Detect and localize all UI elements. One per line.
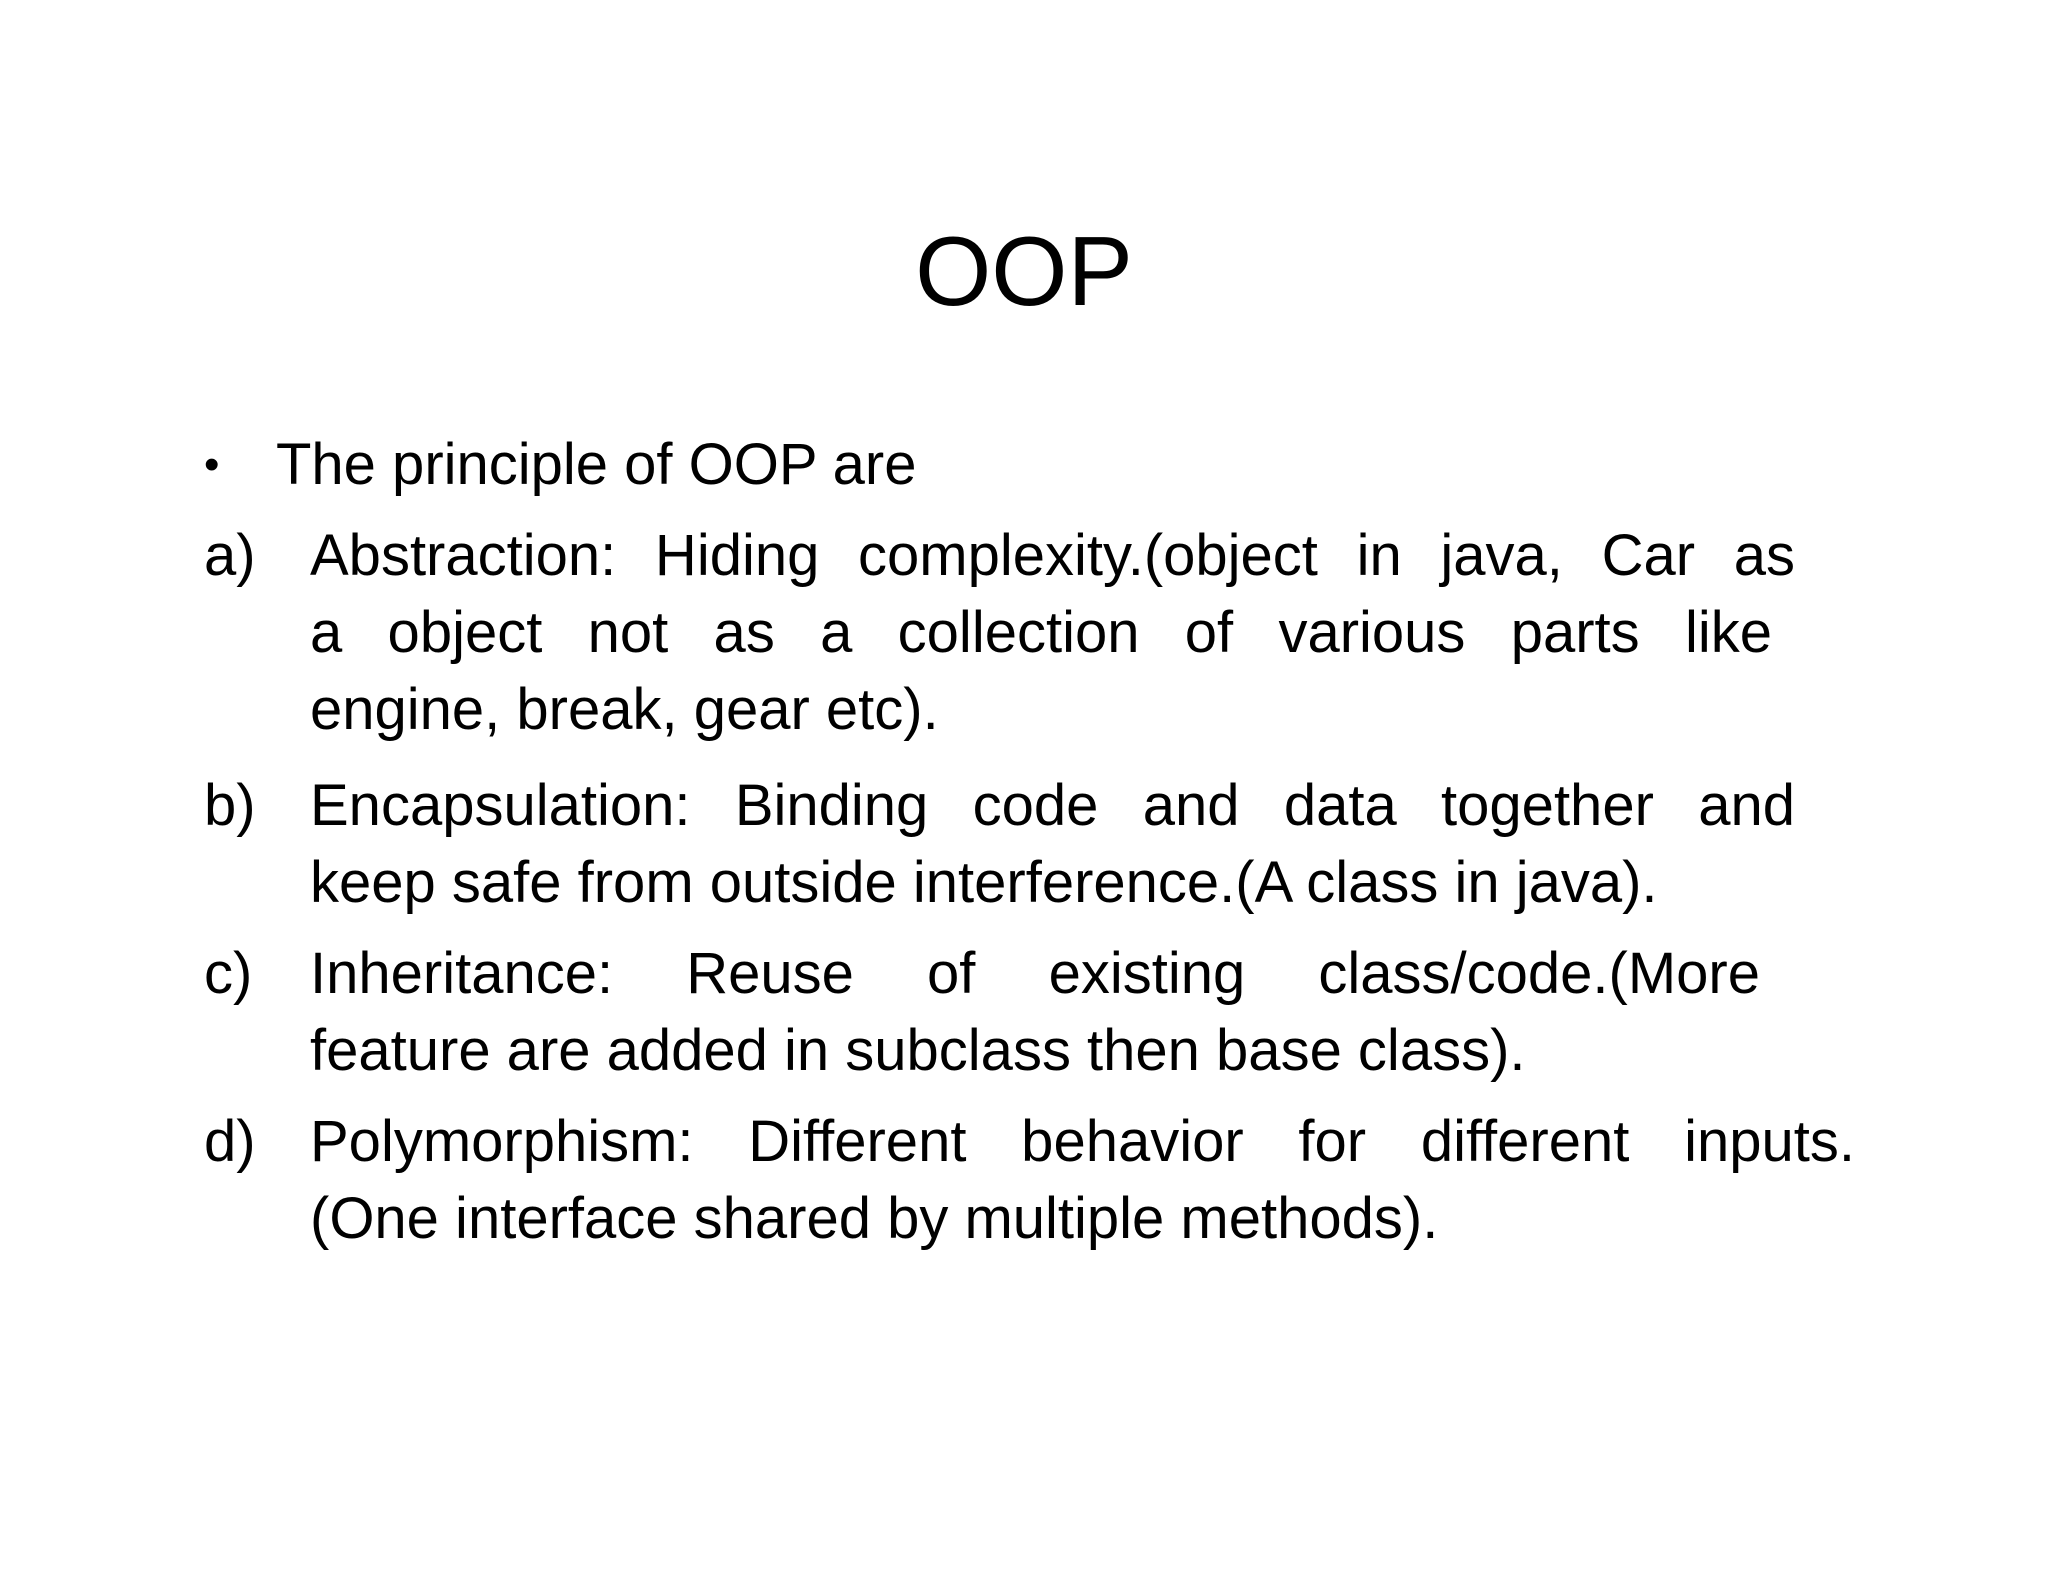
- list-item-marker: b): [204, 773, 256, 838]
- list-item-marker: c): [204, 941, 253, 1006]
- list-item-text: [310, 935, 1815, 1089]
- list-item-line: Inheritance: Reuse of existing class/code.(More: [310, 941, 1760, 1006]
- list-item-line: Abstraction: Hiding complexity.(object in java, Car as: [310, 523, 1795, 588]
- list-item-line: (One interface shared by multiple methods).: [310, 1186, 1439, 1251]
- list-item-marker: a): [204, 523, 256, 588]
- list-item-line: a object not as a collection of various parts like: [310, 600, 1772, 665]
- intro-bullet-text: The principle of OOP are: [276, 432, 917, 497]
- list-item-text: [310, 517, 1815, 748]
- list-item-text: [310, 767, 1815, 921]
- bullet-dot-icon: •: [204, 440, 220, 489]
- list-item-marker: d): [204, 1109, 256, 1174]
- list-item-line: keep safe from outside interference.(A class in java).: [310, 850, 1658, 915]
- slide-title: OOP: [915, 216, 1133, 326]
- list-item-line: Polymorphism: Different behavior for different inputs.: [310, 1109, 1855, 1174]
- list-item-line: Encapsulation: Binding code and data together and: [310, 773, 1795, 838]
- list-item-text: [310, 1103, 1855, 1257]
- list-item-line: engine, break, gear etc).: [310, 677, 939, 742]
- list-item-line: feature are added in subclass then base class).: [310, 1018, 1526, 1083]
